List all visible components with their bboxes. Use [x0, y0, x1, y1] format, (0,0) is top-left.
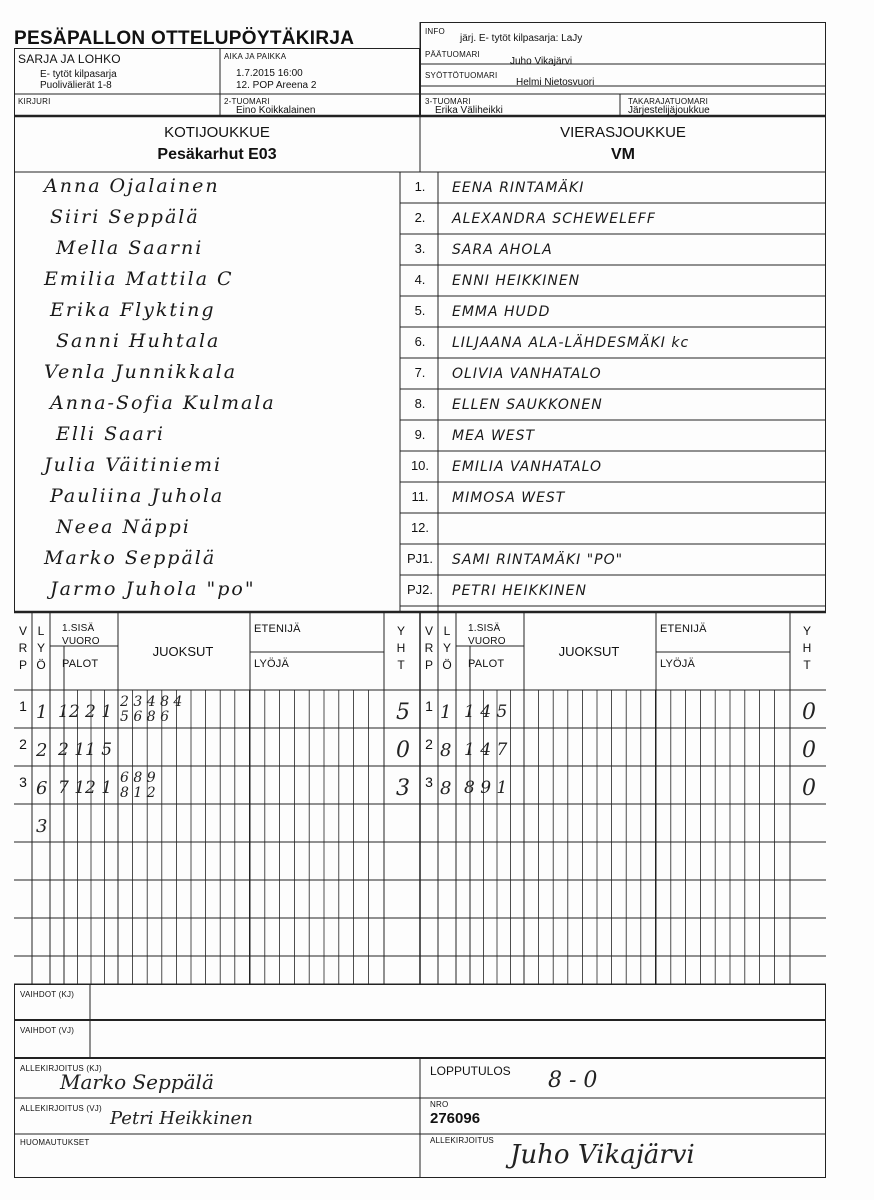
left-sisa-header: 1.SISÄ: [62, 623, 95, 634]
vaihdot-vj-label: VAIHDOT (VJ): [20, 1026, 75, 1035]
home-player-name: Anna-Sofia Kulmala: [50, 392, 276, 414]
lopputulos-label: LOPPUTULOS: [430, 1064, 511, 1078]
away-vrp-value: 3: [425, 774, 433, 790]
right-lyoja-header: LYÖJÄ: [660, 658, 696, 670]
away-lyo-value: 8: [440, 778, 452, 799]
player-number: 5.: [414, 303, 426, 318]
away-player-name: ALEXANDRA SCHEWELEFF: [452, 211, 656, 227]
left-palot-header: PALOT: [62, 658, 99, 670]
away-team-name: VM: [611, 146, 635, 163]
right-juoksut-header: JUOKSUT: [558, 644, 620, 659]
away-yht-value: 0: [802, 738, 816, 763]
allekirjoitus-kj-label: ALLEKIRJOITUS (KJ): [20, 1064, 102, 1073]
away-player-name: PETRI HEIKKINEN: [452, 583, 587, 599]
syottotuomari-label: SYÖTTÖTUOMARI: [425, 71, 498, 80]
away-team-label: VIERASJOUKKUE: [560, 124, 686, 141]
away-player-name: MEA WEST: [452, 428, 536, 444]
aika-value-2: 12. POP Areena 2: [236, 80, 317, 91]
info-label: INFO: [425, 27, 445, 36]
left-p-header: P: [18, 658, 27, 672]
aika-value-1: 1.7.2015 16:00: [236, 68, 303, 79]
left-lyoja-header: LYÖJÄ: [254, 658, 290, 670]
player-number: 7.: [414, 365, 426, 380]
player-number: 3.: [414, 241, 426, 256]
home-marks-top: 6 8 9: [120, 770, 156, 786]
paatuomari-label: PÄÄTUOMARI: [425, 50, 480, 59]
home-player-name: Pauliina Juhola: [50, 485, 225, 507]
left-r-header: R: [18, 641, 28, 655]
player-number: PJ2.: [406, 582, 433, 597]
nro-label: NRO: [430, 1100, 449, 1109]
player-number: 2.: [414, 210, 426, 225]
away-palot-value: 8 9 1: [464, 778, 508, 798]
home-player-name: Emilia Mattila C: [44, 268, 234, 290]
sarja-value-1: E- tytöt kilpasarja: [40, 69, 117, 80]
home-palot-value: 12 2 1: [58, 702, 113, 722]
player-number: 8.: [414, 396, 426, 411]
away-vrp-value: 1: [425, 698, 433, 714]
home-player-name: Siiri Seppälä: [50, 206, 200, 228]
away-player-name: OLIVIA VANHATALO: [452, 366, 602, 382]
allekirjoitus-label: ALLEKIRJOITUS: [430, 1136, 494, 1145]
away-palot-value: 1 4 5: [464, 702, 508, 722]
home-vrp-value: 3: [19, 774, 27, 790]
home-lyo-value: 1: [36, 702, 48, 723]
syottotuomari-value: Helmi Nietosvuori: [516, 77, 595, 88]
away-player-name: MIMOSA WEST: [452, 490, 566, 506]
away-player-name: LILJAANA ALA-LÄHDESMÄKI kc: [452, 335, 690, 351]
right-y2-header: Y: [802, 624, 811, 638]
away-yht-value: 0: [802, 776, 816, 801]
info-value: järj. E- tytöt kilpasarja: LaJy: [460, 33, 583, 44]
home-lyo-value: 3: [36, 816, 48, 837]
home-player-name: Neea Näppi: [56, 516, 191, 538]
player-number: 11.: [411, 489, 429, 504]
right-h-header: H: [802, 641, 812, 655]
takarajatuomari-value: Järjestelijäjoukkue: [628, 105, 710, 116]
right-palot-header: PALOT: [468, 658, 505, 670]
left-o-header: Ö: [36, 658, 46, 672]
home-yht-value: 5: [396, 700, 410, 725]
right-o-header: Ö: [442, 658, 452, 672]
away-player-name: SARA AHOLA: [452, 242, 553, 258]
right-p-header: P: [424, 658, 433, 672]
home-player-name: Sanni Huhtala: [56, 330, 221, 352]
home-player-name: Marko Seppälä: [44, 547, 217, 569]
player-number: 6.: [414, 334, 426, 349]
tuomari3-label: 3-TUOMARI: [425, 97, 471, 106]
left-vuoro-header: VUORO: [62, 636, 100, 647]
home-player-name: Elli Saari: [56, 423, 165, 445]
player-number: 10.: [410, 458, 430, 473]
vaihdot-kj-label: VAIHDOT (KJ): [20, 990, 75, 999]
home-player-name: Jarmo Juhola "po": [50, 578, 256, 600]
away-yht-value: 0: [802, 700, 816, 725]
kirjuri-label: KIRJURI: [18, 97, 51, 106]
signature-kj: Marko Seppälä: [60, 1070, 214, 1094]
away-player-name: SAMI RINTAMÄKI "PO": [452, 552, 624, 568]
right-vuoro-header: VUORO: [468, 636, 506, 647]
home-player-name: Julia Väitiniemi: [44, 454, 223, 476]
home-team-name: Pesäkarhut E03: [157, 146, 277, 163]
page-title: PESÄPALLON OTTELUPÖYTÄKIRJA: [14, 28, 355, 49]
player-number: 9.: [414, 427, 426, 442]
home-marks-bot: 8 1 2: [120, 785, 156, 801]
left-y-header: Y: [36, 641, 45, 655]
home-player-name: Mella Saarni: [56, 237, 204, 259]
player-number: 4.: [414, 272, 426, 287]
signature-referee: Juho Vikajärvi: [510, 1140, 695, 1170]
player-number: PJ1.: [406, 551, 433, 566]
left-etenija-header: ETENIJÄ: [254, 623, 301, 635]
left-v-header: V: [18, 624, 27, 638]
away-lyo-value: 8: [440, 740, 452, 761]
tuomari3-value: Erika Väliheikki: [435, 105, 503, 116]
home-yht-value: 3: [396, 776, 410, 801]
home-player-name: Anna Ojalainen: [44, 175, 220, 197]
nro-value: 276096: [430, 1110, 481, 1127]
left-t-header: T: [397, 658, 405, 672]
away-player-name: ELLEN SAUKKONEN: [452, 397, 603, 413]
right-y-header: Y: [442, 641, 451, 655]
home-palot-value: 2 11 5: [58, 740, 113, 760]
away-vrp-value: 2: [425, 736, 433, 752]
away-player-name: EMILIA VANHATALO: [452, 459, 603, 475]
home-marks-bot: 5 6 8 6: [120, 709, 169, 725]
right-v-header: V: [424, 624, 433, 638]
home-player-name: Venla Junnikkala: [44, 361, 238, 383]
left-y2-header: Y: [396, 624, 405, 638]
tuomari2-label: 2-TUOMARI: [224, 97, 270, 106]
huomautukset-label: HUOMAUTUKSET: [20, 1138, 90, 1147]
away-player-name: ENNI HEIKKINEN: [452, 273, 581, 289]
signature-vj: Petri Heikkinen: [110, 1108, 253, 1129]
home-vrp-value: 2: [19, 736, 27, 752]
paatuomari-value: Juho Vikajärvi: [510, 56, 573, 67]
left-juoksut-header: JUOKSUT: [152, 644, 214, 659]
right-l-header: L: [443, 624, 451, 638]
player-number: 12.: [410, 520, 430, 535]
home-team-label: KOTIJOUKKUE: [164, 124, 270, 141]
home-lyo-value: 6: [36, 778, 48, 799]
player-number: 1.: [414, 179, 426, 194]
away-player-name: EMMA HUDD: [452, 304, 551, 320]
left-h-header: H: [396, 641, 406, 655]
home-palot-value: 7 12 1: [58, 778, 113, 798]
away-lyo-value: 1: [440, 702, 452, 723]
home-marks-top: 2 3 4 8 4: [120, 694, 183, 710]
right-t-header: T: [803, 658, 811, 672]
right-r-header: R: [424, 641, 434, 655]
away-palot-value: 1 4 7: [464, 740, 508, 760]
right-etenija-header: ETENIJÄ: [660, 623, 707, 635]
home-yht-value: 0: [396, 738, 410, 763]
right-sisa-header: 1.SISÄ: [468, 623, 501, 634]
takarajatuomari-label: TAKARAJATUOMARI: [628, 97, 709, 106]
allekirjoitus-vj-label: ALLEKIRJOITUS (VJ): [20, 1104, 102, 1113]
lopputulos-value: 8 - 0: [548, 1068, 598, 1093]
sarja-label: SARJA JA LOHKO: [18, 52, 121, 66]
home-vrp-value: 1: [19, 698, 27, 714]
away-player-name: EENA RINTAMÄKI: [452, 180, 585, 196]
left-l-header: L: [37, 624, 45, 638]
home-lyo-value: 2: [36, 740, 48, 761]
home-player-name: Erika Flykting: [50, 299, 216, 321]
tuomari2-value: Eino Koikkalainen: [236, 105, 316, 116]
sarja-value-2: Puolivälierät 1-8: [40, 80, 112, 91]
aika-label: AIKA JA PAIKKA: [224, 52, 287, 61]
